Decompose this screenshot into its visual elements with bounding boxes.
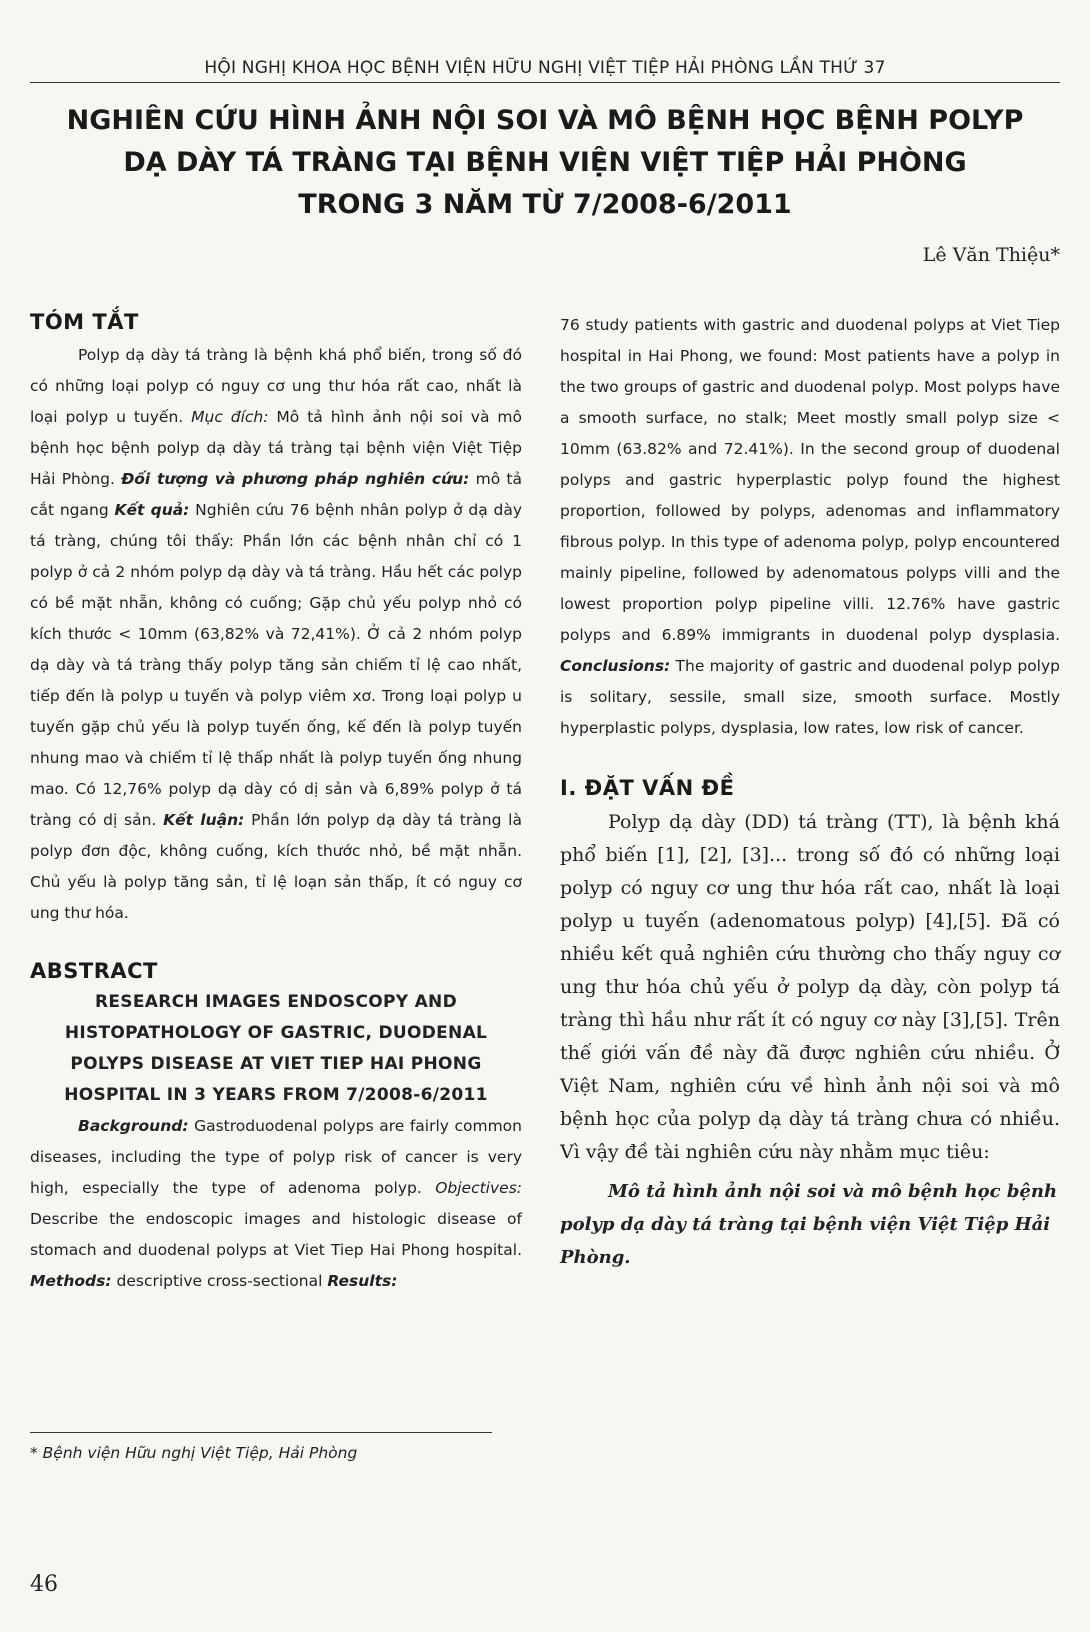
section-1-objective: Mô tả hình ảnh nội soi và mô bệnh học bệnh polyp dạ dày tá tràng tại bệnh viện Việt Tiệp Hải Phòng. <box>560 1181 1058 1268</box>
abstract-title-line-2: HISTOPATHOLOGY OF GASTRIC, DUODENAL <box>64 1023 488 1043</box>
abstract-paragraph-start <box>30 1111 522 1297</box>
right-column <box>560 310 1060 1274</box>
tom-tat-text-2: Mô tả hình ảnh nội soi và mô bệnh học bệnh polyp dạ dày tá tràng tại bệnh viện Việt Tiệp Hải Phòng. <box>30 408 522 488</box>
muc-dich-label: Mục đích: <box>191 408 269 426</box>
ket-luan-label: Kết luận: <box>163 811 245 829</box>
conclusions-label: Conclusions: <box>560 657 671 675</box>
tom-tat-text-1: Polyp dạ dày tá tràng là bệnh khá phổ biến, trong số đó có những loại polyp có nguy cơ ung thư hóa rất cao, nhất là loại polyp u tuyến. <box>30 346 522 426</box>
ket-qua-label: Kết quả: <box>114 501 190 519</box>
page-number: 46 <box>30 1572 58 1597</box>
abstract-text-4: 76 study patients with gastric and duodenal polyps at Viet Tiep hospital in Hai Phong, we found: Most patients have a polyp in the two groups of gastric and duodenal polyp. Most polyps have a smooth surface, no stalk; Meet mostly small polyp size < 10mm (63.82% and 72.41%). In the second group of duodenal polyps and gastric hyperplastic polyp found the highest proportion, followed by polyps, adenomas and inflammatory fibrous polyp. In this type of adenoma polyp, polyp encountered mainly pipeline, followed by adenomatous polyps villi and the lowest proportion polyp pipeline villi. 12.76% have gastric polyps and 6.89% immigrants in duodenal polyp dysplasia. <box>560 316 1060 644</box>
title-line-2: DẠ DÀY TÁ TRÀNG TẠI BỆNH VIỆN VIỆT TIỆP HẢI PHÒNG <box>123 147 967 178</box>
footnote-divider <box>30 1432 492 1433</box>
section-1-heading: I. ĐẶT VẤN ĐỀ <box>560 776 735 800</box>
paper-title <box>30 100 1060 226</box>
methods-label: Methods: <box>30 1272 112 1290</box>
tom-tat-text-3: mô tả cắt ngang <box>30 470 523 519</box>
running-head: HỘI NGHỊ KHOA HỌC BỆNH VIỆN HỮU NGHỊ VIỆT TIỆP HẢI PHÒNG LẦN THỨ 37 <box>30 58 1060 83</box>
results-label: Results: <box>327 1272 398 1290</box>
abstract-paragraph-continued <box>560 310 1060 744</box>
section-1-body: Polyp dạ dày (DD) tá tràng (TT), là bệnh khá phổ biến [1], [2], [3]... trong số đó có những loại polyp có nguy cơ ung thư hóa rất cao, nhất là loại polyp u tuyến (adenomatous polyp) [4],[5]. Đã có nhiều kết quả nghiên cứu thường cho thấy nguy cơ ung thư hóa chủ yếu ở polyp dạ dày, còn polyp tá tràng thì hầu như rất ít có nguy cơ này [3],[5]. Trên thế giới vấn đề này đã được nghiên cứu nhiều. Ở Việt Nam, nghiên cứu về hình ảnh nội soi và mô bệnh học của polyp dạ dày tá tràng chưa có nhiều. Vì vậy đề tài nghiên cứu này nhằm mục tiêu: <box>560 811 1060 1163</box>
abstract-title <box>30 987 522 1111</box>
abstract-text-3: descriptive cross-sectional <box>111 1272 328 1290</box>
title-line-3: TRONG 3 NĂM TỪ 7/2008-6/2011 <box>298 189 792 220</box>
tom-tat-paragraph <box>30 340 522 929</box>
author: Lê Văn Thiệu* <box>922 244 1060 266</box>
objectives-label: Objectives: <box>435 1179 522 1197</box>
tom-tat-heading: TÓM TẮT <box>30 310 139 334</box>
abstract-title-line-3: POLYPS DISEASE AT VIET TIEP HAI PHONG <box>70 1054 482 1074</box>
title-line-1: NGHIÊN CỨU HÌNH ẢNH NỘI SOI VÀ MÔ BỆNH HỌC BỆNH POLYP <box>66 105 1024 136</box>
doi-tuong-label: Đối tượng và phương pháp nghiên cứu: <box>121 470 470 488</box>
abstract-text-1: Gastroduodenal polyps are fairly common diseases, including the type of polyp risk of cancer is very high, especially the type of adenoma polyp. <box>30 1117 522 1197</box>
abstract-text-2: Describe the endoscopic images and histologic disease of stomach and duodenal polyps at Viet Tiep Hai Phong hospital. <box>30 1210 522 1259</box>
left-column <box>30 310 522 1297</box>
abstract-title-line-1: RESEARCH IMAGES ENDOSCOPY AND <box>94 992 457 1012</box>
footnote: * Bệnh viện Hữu nghị Việt Tiệp, Hải Phòng <box>30 1444 358 1462</box>
abstract-heading: ABSTRACT <box>30 959 158 983</box>
background-label: Background: <box>78 1117 189 1135</box>
abstract-title-line-4: HOSPITAL IN 3 YEARS FROM 7/2008-6/2011 <box>64 1085 488 1105</box>
tom-tat-text-4: Nghiên cứu 76 bệnh nhân polyp ở dạ dày tá tràng, chúng tôi thấy: Phần lớn các bệnh nhân chỉ có 1 polyp ở cả 2 nhóm polyp dạ dày và tá tràng. Hầu hết các polyp có bề mặt nhẵn, không có cuống; Gặp chủ yếu polyp nhỏ có kích thước < 10mm (63,82% và 72,41%). Ở cả 2 nhóm polyp dạ dày và tá tràng thấy polyp tăng sản chiếm tỉ lệ cao nhất, tiếp đến là polyp u tuyến và polyp viêm xơ. Trong loại polyp u tuyến gặp chủ yếu là polyp tuyến ống, kế đến là polyp tuyến nhung mao và chiếm tỉ lệ thấp nhất là polyp tuyến ống nhung mao. Có 12,76% polyp dạ dày có dị sản và 6,89% polyp ở tá tràng có dị sản. <box>30 501 522 829</box>
abstract-text-5: The majority of gastric and duodenal polyp polyp is solitary, sessile, small size, smooth surface. Mostly hyperplastic polyps, dysplasia, low rates, low risk of cancer. <box>560 657 1060 737</box>
tom-tat-text-5: Phần lớn polyp dạ dày tá tràng là polyp đơn độc, không cuống, kích thước nhỏ, bề mặt nhẵn. Chủ yếu là polyp tăng sản, tỉ lệ loạn sản thấp, ít có nguy cơ ung thư hóa. <box>30 811 522 922</box>
